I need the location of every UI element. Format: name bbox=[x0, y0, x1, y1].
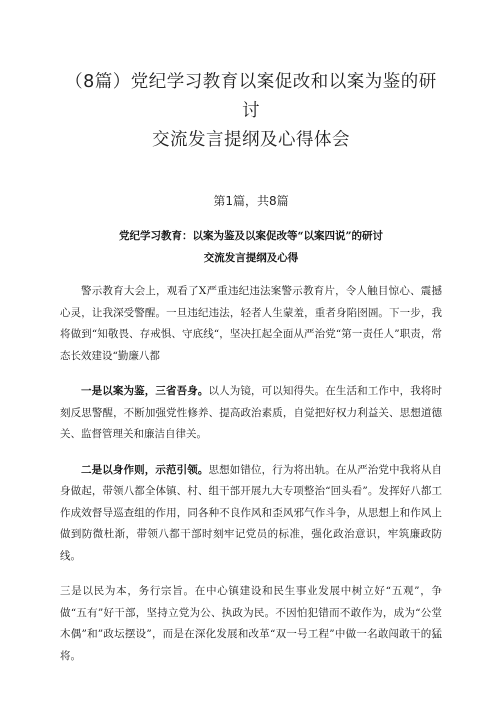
paragraph-point-1-lead: 一是以案为鉴，三省吾身。 bbox=[81, 385, 209, 397]
document-title-line-2: 交流发言提纲及心得体会 bbox=[152, 130, 350, 150]
paragraph-point-1 bbox=[60, 381, 442, 446]
document-title bbox=[60, 68, 442, 155]
paragraph-intro bbox=[60, 281, 442, 367]
section-title-line-1: 党纪学习教育：以案为鉴及以案促改等“以案四说”的研讨 bbox=[118, 230, 384, 242]
document-title-line-1: （8篇）党纪学习教育以案促改和以案为鉴的研讨 bbox=[65, 72, 437, 121]
paragraph-point-2-text: 思想如错位，行为将出轨。在从严治党中我将从自身做起，带领八都全体镇、村、组干部开展九大专项整治“回头看”。发挥好八都工作成效督导巡查组的作用，同各种不良作风和歪风邪气作斗争，从思想上和作风上做到防微杜渐，带领八都干部时刻牢记党员的标准，强化政治意识，牢筑廉政防线。 bbox=[60, 463, 443, 562]
paragraph-point-3-text: 三是以民为本，务行宗旨。在中心镇建设和民生事业发展中树立好“五观”，争做“五有”好干部，坚持立党为公、执政为民。不因怕犯错而不敢作为，成为“公堂木偶”和”政坛摆设”，而是在深化发展和改革“双一号工程”中做一名敢闯敢干的猛将。 bbox=[60, 585, 442, 662]
paragraph-point-3 bbox=[60, 581, 442, 667]
section-title-line-2: 交流发言提纲及心得 bbox=[203, 252, 299, 264]
paragraph-point-2-lead: 二是以身作则，示范引领。 bbox=[81, 463, 209, 476]
paragraph-point-2 bbox=[60, 460, 442, 568]
part-label: 第1篇，共8篇 bbox=[213, 194, 289, 208]
paragraph-point-1-text: 以人为镜，可以知得失。在生活和工作中，我将时刻反思警醒，不断加强党性修养、提高政治素质，自觉把好权力利益关、思想道德关、监督管理关和廉洁自律关。 bbox=[60, 385, 443, 440]
section-title bbox=[60, 225, 442, 269]
paragraph-intro-text: 警示教育大会上，观看了X严重违纪违法案警示教育片，令人触目惊心、震撼心灵，让我深受警醒。一旦违纪违法，轻者人生蒙羞，重者身陷囹圄。下一步，我将做到“知敬畏、存戒惧、守底线“，坚决扛起全面从严治党“第一责任人”职责，常态长效建设“勤廉八都 bbox=[60, 285, 442, 362]
